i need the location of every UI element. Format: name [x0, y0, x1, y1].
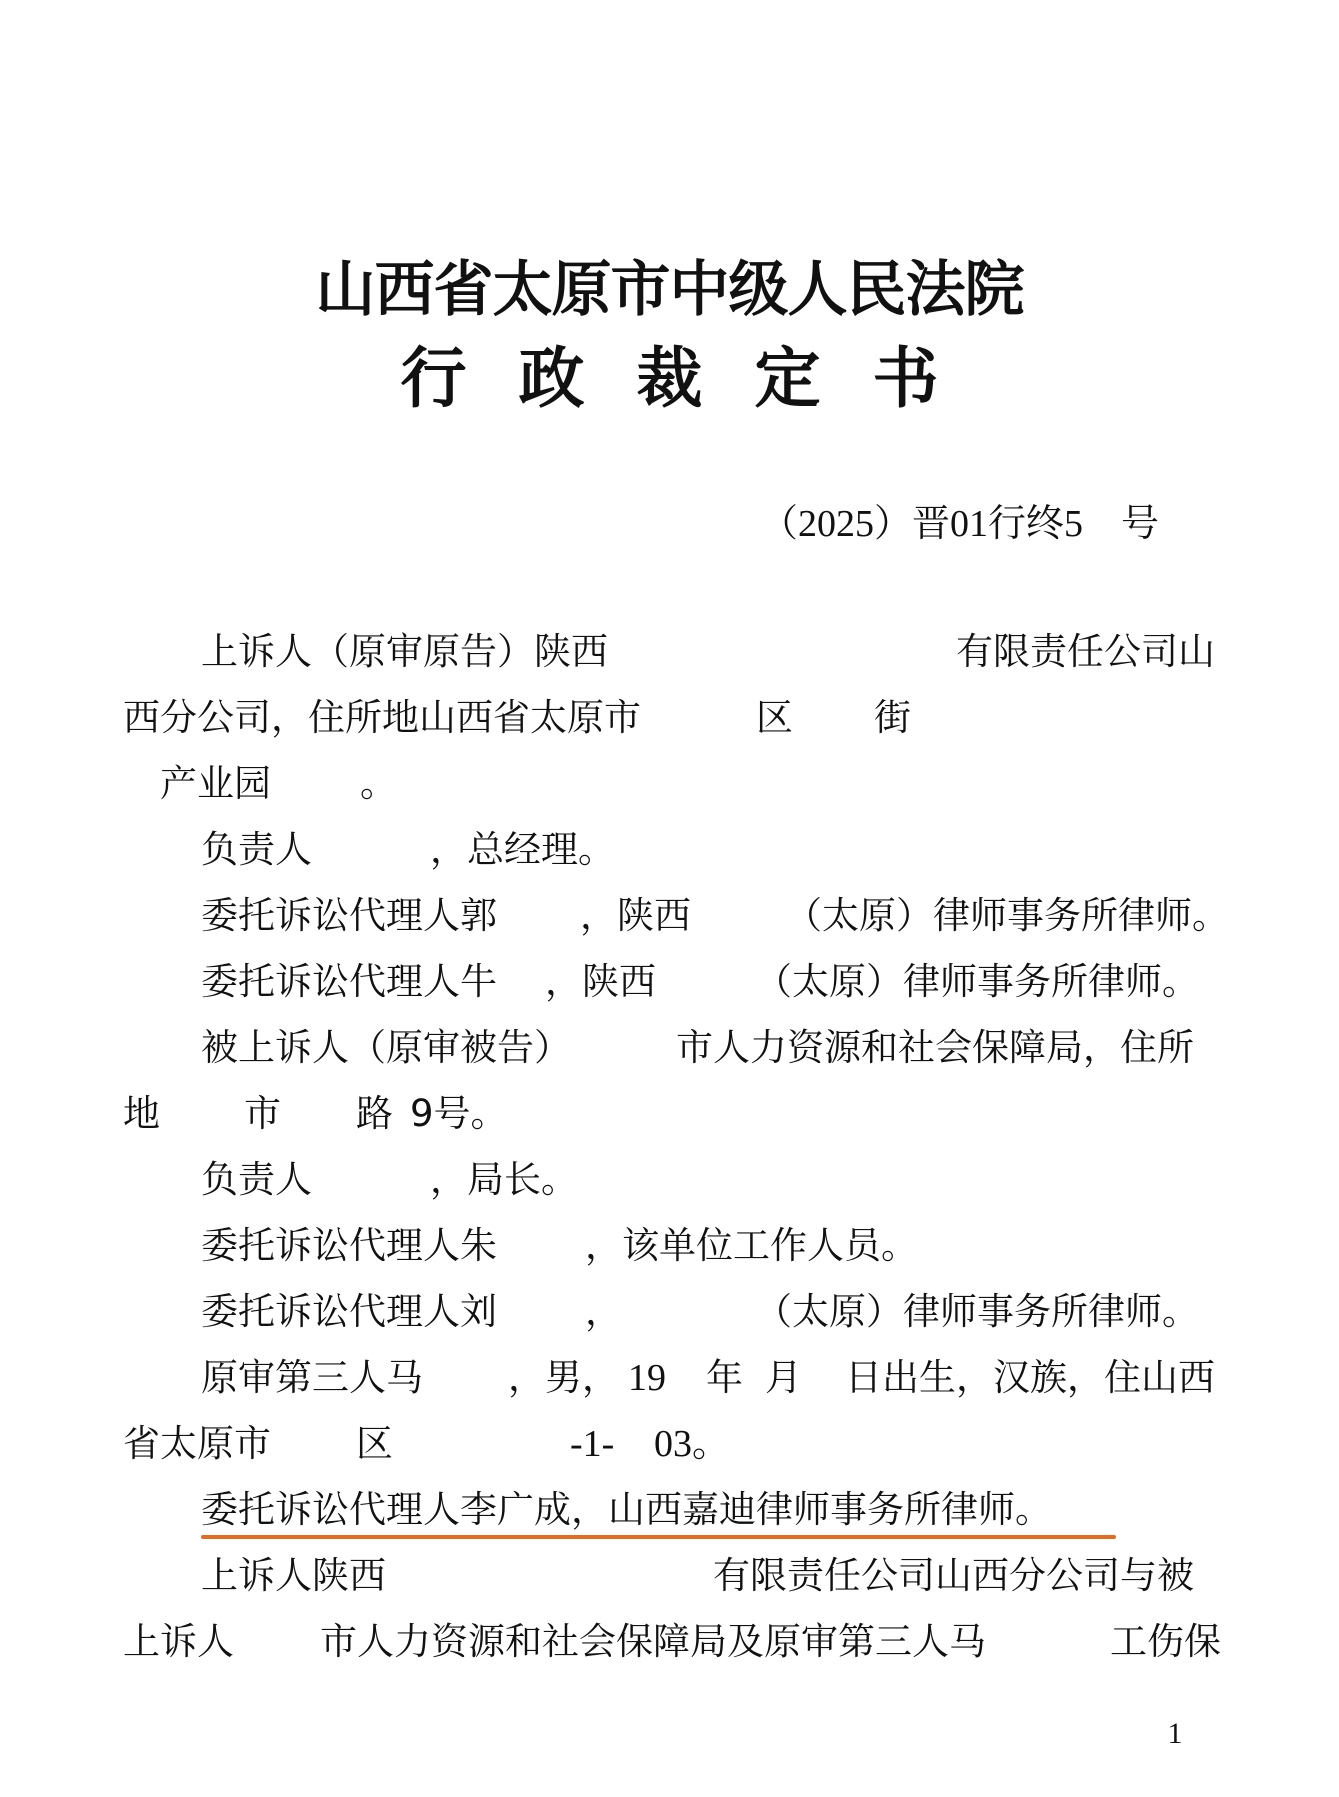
line-11-part-3: （太原）律师事务所律师。: [755, 1290, 1199, 1333]
line-6-part-2: ，陕西: [545, 960, 656, 1003]
line-14-highlighted: 委托诉讼代理人李广成，山西嘉迪律师事务所律师。: [201, 1488, 1052, 1531]
line-15-part-1: 上诉人陕西: [201, 1554, 386, 1597]
line-13-part-4: 03。: [654, 1423, 731, 1465]
line-12-part-3: 19: [628, 1357, 666, 1399]
line-4-part-1: 负责人: [201, 828, 312, 871]
line-1-part-1: 上诉人（原审原告）陕西: [201, 630, 608, 673]
line-12-part-4: 年: [706, 1356, 743, 1399]
line-8-part-4: 9号。: [410, 1092, 508, 1135]
line-2-part-3: 街: [874, 696, 911, 739]
case-number: （2025）晋01行终5 号: [760, 503, 1160, 545]
page-number: 1: [1167, 1717, 1183, 1750]
line-8-part-3: 路: [356, 1092, 393, 1135]
line-1-part-2: 有限责任公司山: [956, 630, 1215, 673]
line-13-part-1: 省太原市: [123, 1422, 271, 1465]
line-10-part-2: ，该单位工作人员。: [585, 1224, 918, 1267]
line-12-part-6: 日出生，汉族，住山西: [845, 1356, 1215, 1399]
line-12-part-2: ，男，: [508, 1356, 619, 1399]
line-5-part-2: ，陕西: [580, 894, 691, 937]
line-10-part-1: 委托诉讼代理人朱: [201, 1224, 497, 1267]
line-5-part-1: 委托诉讼代理人郭: [201, 894, 497, 937]
line-7-part-2: 市人力资源和社会保障局，住所: [676, 1026, 1194, 1069]
line-4-part-2: ，总经理。: [430, 828, 615, 871]
line-3-part-2: 。: [360, 762, 397, 805]
line-6-part-1: 委托诉讼代理人牛: [201, 960, 497, 1003]
line-16-part-2: 市人力资源和社会保障局及原审第三人马: [320, 1620, 986, 1663]
line-9-part-1: 负责人: [201, 1158, 312, 1201]
court-name: 山西省太原市中级人民法院: [315, 255, 1024, 325]
line-12-part-5: 月: [765, 1356, 802, 1399]
line-13-part-2: 区: [356, 1422, 393, 1465]
line-8-part-1: 地: [123, 1092, 160, 1135]
document-type-title: 行政裁定书: [400, 339, 991, 417]
line-16-part-1: 上诉人: [123, 1620, 234, 1663]
line-5-part-3: （太原）律师事务所律师。: [785, 894, 1229, 937]
line-8-part-2: 市: [244, 1092, 281, 1135]
line-6-part-3: （太原）律师事务所律师。: [755, 960, 1199, 1003]
line-9-part-2: ，局长。: [430, 1158, 578, 1201]
highlight-underline: [201, 1535, 1116, 1539]
line-7-part-1: 被上诉人（原审被告）: [201, 1026, 571, 1069]
line-2-part-2: 区: [756, 696, 793, 739]
line-11-part-2: ，: [585, 1290, 622, 1333]
line-2-part-1: 西分公司，住所地山西省太原市: [123, 696, 641, 739]
line-15-part-2: 有限责任公司山西分公司与被: [713, 1554, 1194, 1597]
line-13-part-3: -1-: [570, 1423, 615, 1465]
line-3-part-1: 产业园: [160, 762, 271, 805]
line-12-part-1: 原审第三人马: [201, 1356, 423, 1399]
line-11-part-1: 委托诉讼代理人刘: [201, 1290, 497, 1333]
line-16-part-3: 工伤保: [1110, 1620, 1221, 1663]
